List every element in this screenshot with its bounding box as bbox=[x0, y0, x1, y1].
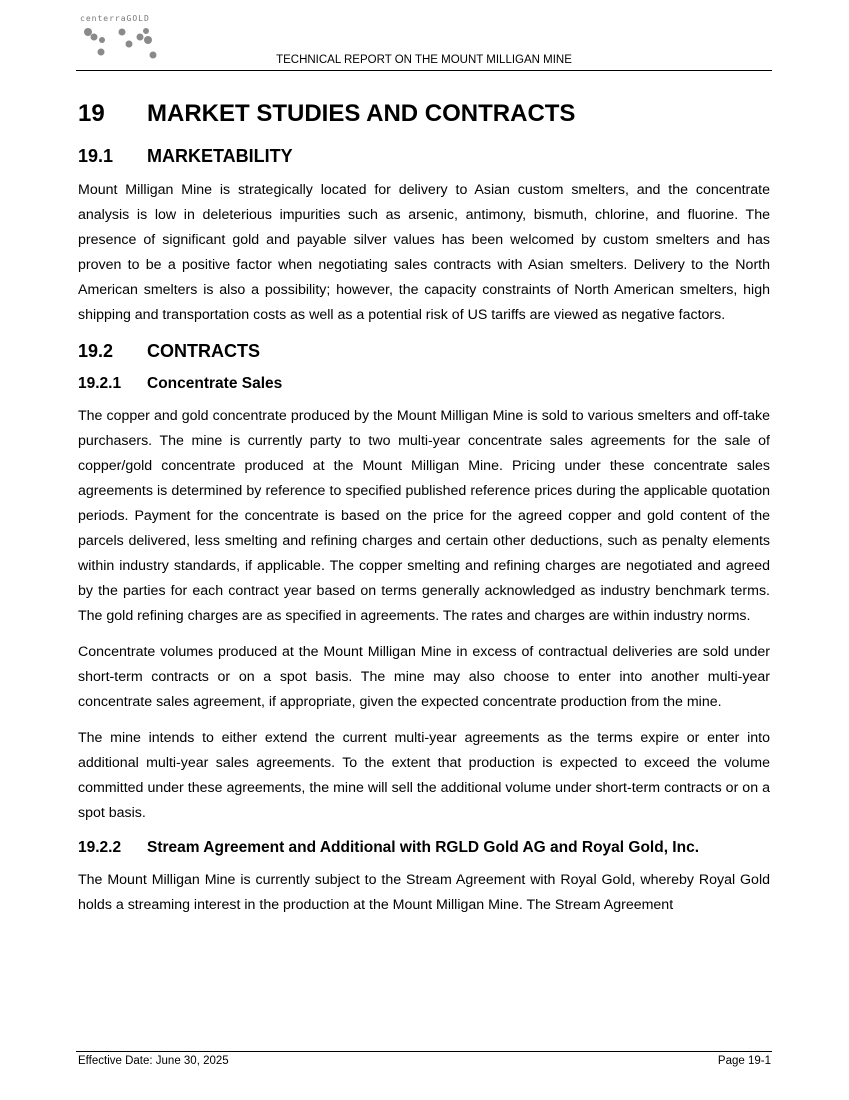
logo-wordmark: centerraGOLD bbox=[80, 14, 150, 23]
subsubsection-heading-stream-agreement bbox=[78, 837, 770, 859]
concentrate-sales-paragraph-3: The mine intends to either extend the current multi-year agreements as the terms expire or enter into additional multi-year sales agreements. To the extent that production is expected to exceed the volume committed under these agreements, the mine will sell the additional volume under short-term contracts or on a spot basis. bbox=[78, 730, 770, 821]
page-content bbox=[78, 98, 770, 929]
section-heading bbox=[78, 98, 770, 130]
stream-agreement-paragraph: The Mount Milligan Mine is currently subject to the Stream Agreement with Royal Gold, whereby Royal Gold holds a streaming interest in the production at the Mount Milligan Mine. The Stream Agreement bbox=[78, 872, 770, 913]
page-number: Page 19-1 bbox=[717, 1055, 771, 1067]
report-header-title: TECHNICAL REPORT ON THE MOUNT MILLIGAN MINE bbox=[276, 54, 572, 66]
effective-date: Effective Date: June 30, 2025 bbox=[78, 1055, 229, 1067]
concentrate-sales-paragraph-2: Concentrate volumes produced at the Mount Milligan Mine in excess of contractual deliveries are sold under short-term contracts or on a spot basis. The mine may also choose to enter into another multi-year concentrate sales agreement, if appropriate, given the expected concentrate production from the mine. bbox=[78, 644, 770, 710]
subsection-number: 19.2 bbox=[78, 341, 114, 361]
section-number: 19 bbox=[78, 100, 105, 127]
footer-rule bbox=[76, 1051, 772, 1052]
subsubsection-title: Concentrate Sales bbox=[147, 375, 283, 392]
header-rule bbox=[76, 70, 772, 71]
marketability-paragraph: Mount Milligan Mine is strategically located for delivery to Asian custom smelters, and the concentrate analysis is low in deleterious impurities such as arsenic, antimony, bismuth, chlorine, and fluorine. The presence of significant gold and payable silver values has been welcomed by custom smelters and has proven to be a positive factor when negotiating sales contracts with Asian smelters. Delivery to the North American smelters is also a possibility; however, the capacity constraints of North American smelters, high shipping and transportation costs as well as a potential risk of US tariffs are viewed as negative factors. bbox=[78, 182, 770, 323]
subsection-number: 19.1 bbox=[78, 146, 114, 166]
section-title: MARKET STUDIES AND CONTRACTS bbox=[147, 100, 576, 127]
concentrate-sales-paragraph-1: The copper and gold concentrate produced by the Mount Milligan Mine is sold to various smelters and off-take purchasers. The mine is currently party to two multi-year concentrate sales agreements for the sale of copper/gold concentrate produced at the Mount Milligan Mine. Pricing under these concentrate sales agreements is determined by reference to specified published reference prices during the applicable quotation periods. Payment for the concentrate is based on the price for the agreed copper and gold content of the parcels delivered, less smelting and refining charges and certain other deductions, such as penalty elements within industry standards, if applicable. The copper smelting and refining charges are negotiated and agreed by the parties for each contract year based on terms generally acknowledged as industry benchmark terms. The gold refining charges are as specified in agreements. The rates and charges are within industry norms. bbox=[78, 408, 770, 624]
subsubsection-title: Stream Agreement and Additional with RGLD Gold AG and Royal Gold, Inc. bbox=[147, 839, 700, 856]
subsection-title: CONTRACTS bbox=[147, 341, 260, 361]
subsubsection-number: 19.2.1 bbox=[78, 375, 122, 392]
subsection-title: MARKETABILITY bbox=[147, 146, 293, 166]
subsubsection-number: 19.2.2 bbox=[78, 839, 122, 856]
subsection-heading-contracts bbox=[78, 339, 770, 363]
subsubsection-heading-concentrate-sales bbox=[78, 373, 770, 395]
subsection-heading-marketability bbox=[78, 144, 770, 168]
